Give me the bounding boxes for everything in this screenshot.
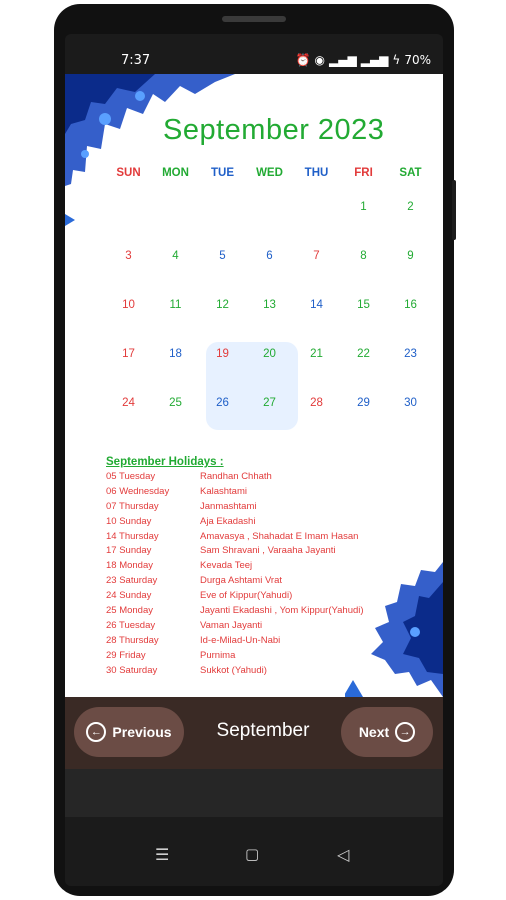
- holiday-row: [106, 589, 426, 604]
- holiday-row: [106, 470, 426, 485]
- calendar-day-empty: [246, 182, 293, 231]
- earpiece-speaker: [222, 16, 286, 22]
- holiday-row: [106, 649, 426, 664]
- previous-button-label: Previous: [112, 724, 172, 740]
- holiday-date: 23 Saturday: [106, 575, 158, 587]
- calendar-day-17[interactable]: 17: [122, 347, 135, 360]
- holiday-row: [106, 530, 426, 545]
- calendar-day-empty: [199, 182, 246, 231]
- calendar-day-1[interactable]: 1: [360, 200, 367, 213]
- holiday-row: [106, 619, 426, 634]
- holiday-row: [106, 515, 426, 530]
- home-icon[interactable]: ▢: [245, 845, 260, 863]
- holiday-date: 07 Thursday: [106, 500, 159, 512]
- calendar-day-11[interactable]: 11: [169, 298, 182, 311]
- weekday-header: [105, 167, 435, 179]
- weekday-wed: WED: [256, 167, 283, 179]
- holiday-name: Eve of Kippur(Yahudi): [200, 590, 293, 602]
- holiday-date: 06 Wednesday: [106, 485, 170, 497]
- holiday-name: Kalashtami: [200, 485, 247, 497]
- holiday-date: 05 Tuesday: [106, 471, 156, 482]
- side-button: [452, 180, 456, 240]
- holiday-row: [106, 604, 426, 619]
- current-month-label: September: [216, 720, 310, 741]
- calendar-day-13[interactable]: 13: [263, 298, 276, 311]
- holiday-row: [106, 664, 426, 679]
- calendar-day-22[interactable]: 22: [357, 347, 370, 360]
- holiday-row: [106, 634, 426, 649]
- calendar-day-18[interactable]: 18: [169, 347, 182, 360]
- calendar-day-9[interactable]: 9: [407, 249, 414, 262]
- calendar-day-19[interactable]: 19: [216, 347, 229, 360]
- arrow-left-circle-icon: ←: [86, 722, 106, 742]
- holiday-row: [106, 485, 426, 500]
- calendar-day-16[interactable]: 16: [404, 298, 417, 311]
- holiday-name: Durga Ashtami Vrat: [200, 575, 283, 587]
- calendar-day-21[interactable]: 21: [310, 347, 323, 360]
- calendar-day-8[interactable]: 8: [360, 249, 367, 262]
- calendar-day-23[interactable]: 23: [404, 347, 417, 360]
- holiday-date: 26 Tuesday: [106, 619, 156, 631]
- holiday-name: Aja Ekadashi: [200, 515, 256, 527]
- wifi-icon: ◉: [314, 53, 326, 67]
- arrow-right-circle-icon: →: [395, 722, 415, 742]
- status-icons: [296, 53, 431, 67]
- calendar-day-26[interactable]: 26: [216, 396, 229, 409]
- status-bar: [65, 34, 443, 74]
- calendar-day-4[interactable]: 4: [172, 249, 179, 262]
- status-time: 7:37: [121, 53, 151, 68]
- holiday-name: Id-e-Milad-Un-Nabi: [200, 634, 281, 646]
- holiday-name: Kevada Teej: [200, 560, 253, 572]
- calendar-day-empty: [105, 182, 152, 231]
- next-button-label: Next: [358, 724, 390, 740]
- holiday-name: Sukkot (Yahudi): [200, 664, 267, 676]
- holiday-name: Sam Shravani , Varaaha Jayanti: [200, 545, 336, 557]
- calendar-day-28[interactable]: 28: [310, 396, 323, 409]
- next-month-button[interactable]: [341, 707, 433, 757]
- calendar-day-14[interactable]: 14: [310, 298, 323, 311]
- calendar-day-5[interactable]: 5: [219, 249, 226, 262]
- calendar-day-6[interactable]: 6: [266, 249, 273, 262]
- holiday-date: 30 Saturday: [106, 664, 158, 676]
- calendar-day-25[interactable]: 25: [169, 396, 182, 409]
- holiday-date: 25 Monday: [106, 605, 154, 617]
- holiday-row: [106, 544, 426, 559]
- calendar-day-7[interactable]: 7: [313, 249, 320, 262]
- calendar-day-2[interactable]: 2: [407, 200, 414, 213]
- month-navigation-bar: [65, 697, 443, 769]
- alarm-icon: ⏰: [295, 53, 311, 67]
- calendar-day-24[interactable]: 24: [122, 396, 135, 409]
- weekday-fri: FRI: [354, 167, 373, 179]
- holiday-date: 18 Monday: [106, 560, 154, 572]
- holiday-name: Vaman Jayanti: [200, 619, 263, 631]
- previous-month-button[interactable]: [74, 707, 184, 757]
- calendar-day-3[interactable]: 3: [125, 249, 132, 262]
- holiday-date: 24 Sunday: [106, 590, 152, 602]
- signal-icon: ▂▄▆: [329, 53, 357, 67]
- calendar-day-12[interactable]: 12: [216, 298, 229, 311]
- weekday-sat: SAT: [399, 167, 422, 179]
- phone-frame: [54, 4, 454, 896]
- month-title: September 2023: [163, 114, 385, 146]
- holiday-name: Janmashtami: [200, 500, 257, 512]
- phone-screen: [65, 34, 443, 886]
- calendar-day-empty: [152, 182, 199, 231]
- weekday-thu: THU: [304, 167, 329, 179]
- weekday-sun: SUN: [116, 167, 141, 179]
- battery-percent: 70%: [404, 53, 431, 67]
- holiday-name: Purnima: [200, 649, 236, 661]
- holiday-row: [106, 559, 426, 574]
- holiday-date: 28 Thursday: [106, 634, 159, 646]
- calendar-day-20[interactable]: 20: [263, 347, 276, 360]
- holiday-row: [106, 574, 426, 589]
- calendar-day-27[interactable]: 27: [263, 396, 276, 409]
- system-navigation-bar: [65, 817, 443, 886]
- calendar-day-29[interactable]: 29: [357, 396, 370, 409]
- holiday-date: 17 Sunday: [106, 545, 152, 557]
- calendar-day-15[interactable]: 15: [357, 298, 370, 311]
- holiday-date: 10 Sunday: [106, 515, 152, 527]
- battery-charging-icon: ϟ: [392, 53, 401, 67]
- calendar-grid: [105, 182, 435, 427]
- calendar-day-empty: [293, 182, 340, 231]
- holiday-name: Randhan Chhath: [200, 471, 272, 482]
- holiday-date: 14 Thursday: [106, 530, 159, 542]
- holiday-row: [106, 500, 426, 515]
- holidays-heading: September Holidays :: [106, 456, 224, 468]
- holiday-name: Amavasya , Shahadat E Imam Hasan: [200, 530, 359, 542]
- holiday-date: 29 Friday: [106, 649, 146, 661]
- calendar-day-10[interactable]: 10: [122, 298, 135, 311]
- back-icon[interactable]: ◁: [337, 845, 350, 864]
- weekday-tue: TUE: [211, 167, 234, 179]
- holiday-name: Jayanti Ekadashi , Yom Kippur(Yahudi): [200, 605, 364, 617]
- bottom-spacer: [65, 769, 443, 817]
- calendar-page: [65, 74, 443, 697]
- holiday-list: [106, 470, 426, 678]
- calendar-day-30[interactable]: 30: [404, 396, 417, 409]
- signal-icon-2: ▂▄▆: [360, 53, 389, 67]
- weekday-mon: MON: [162, 167, 189, 179]
- recents-icon[interactable]: ☰: [155, 845, 170, 864]
